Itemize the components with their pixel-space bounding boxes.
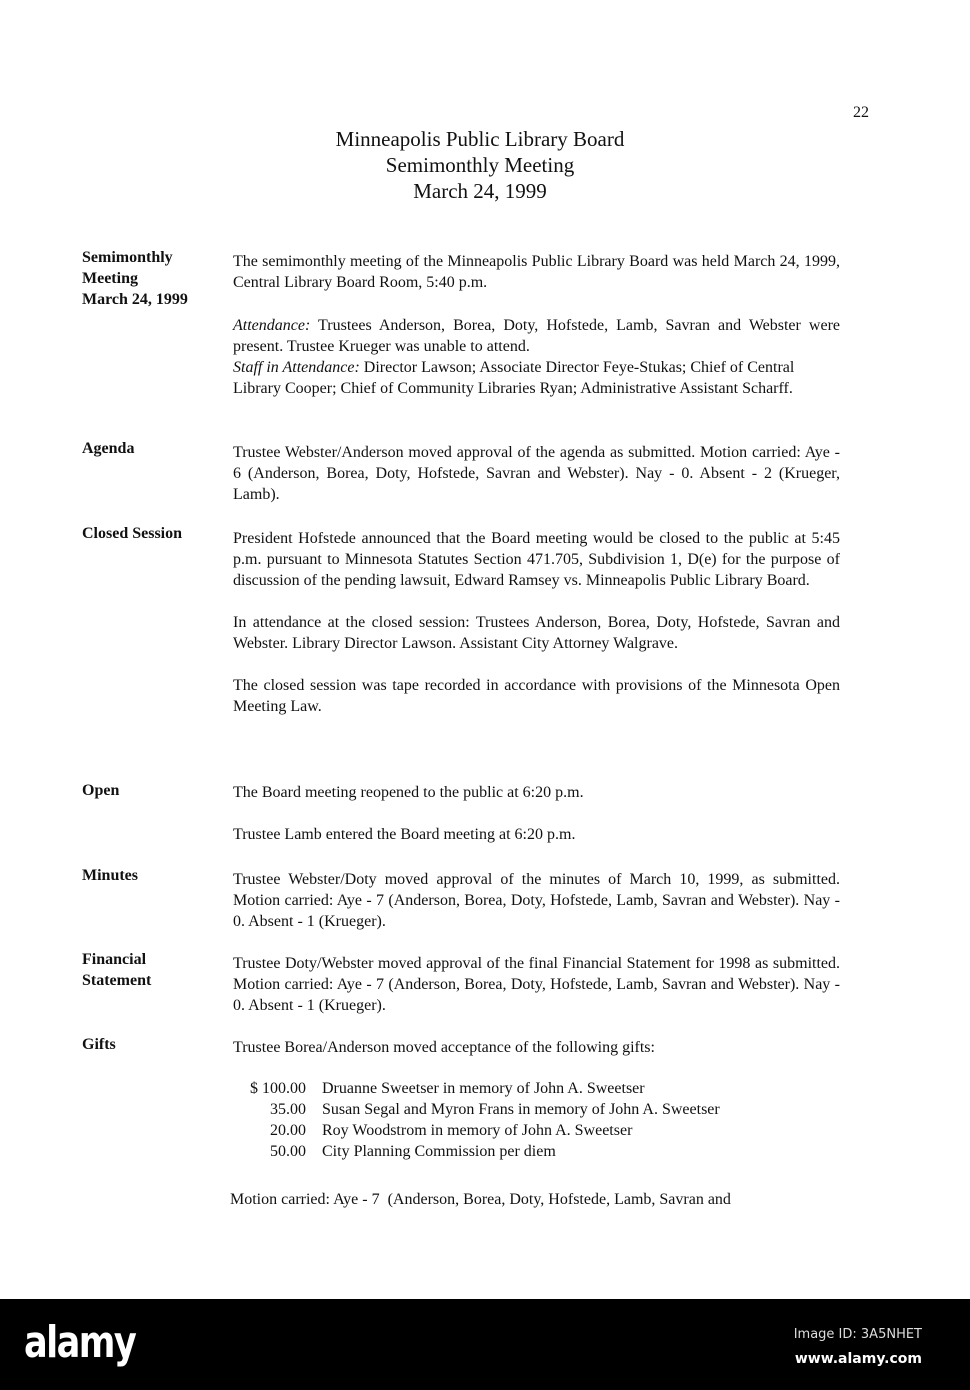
gift-amount: 20.00 xyxy=(270,1122,306,1139)
section-label-financial-statement xyxy=(82,949,222,991)
alamy-logo: alamy xyxy=(24,1317,136,1368)
staff-text: Director Lawson; Associate Director Feye-Stukas; Chief of Central Library Cooper; Chief of Community Libraries Ryan; Administrative Assistant Scharff. xyxy=(233,359,795,397)
closed-session-body xyxy=(233,528,840,717)
open-body xyxy=(233,782,840,845)
gift-item xyxy=(236,1078,720,1099)
attendance-paragraph xyxy=(233,315,840,357)
attendance-text: Trustees Anderson, Borea, Doty, Hofstede, Lamb, Savran and Webster were present. Trustee Krueger was unable to attend. xyxy=(233,317,840,355)
label-line: Statement xyxy=(82,972,152,989)
gift-description: City Planning Commission per diem xyxy=(322,1143,556,1160)
title-line: Semimonthly Meeting xyxy=(385,153,575,177)
page-number: 22 xyxy=(853,104,869,121)
gifts-list xyxy=(236,1078,720,1162)
section-label-closed-session: Closed Session xyxy=(82,525,183,542)
paragraph: The closed session was tape recorded in accordance with provisions of the Minnesota Open Meeting Law. xyxy=(233,677,840,715)
image-id: Image ID: 3A5NHET xyxy=(793,1327,922,1342)
page-title xyxy=(280,126,680,204)
staff-paragraph xyxy=(233,357,840,399)
gift-item xyxy=(236,1141,720,1162)
paragraph: President Hofstede announced that the Board meeting would be closed to the public at 5:45 p.m. pursuant to Minnesota Statutes Section 471.705, Subdivision 1, D(e) for the purpose of discussion of the pending lawsuit, Edward Ramsey vs. Minneapolis Public Library Board. xyxy=(233,530,840,589)
gift-amount: 35.00 xyxy=(270,1101,306,1118)
watermark-bar xyxy=(0,1299,970,1390)
gifts-motion: Motion carried: Aye - 7 (Anderson, Borea, Doty, Hofstede, Lamb, Savran and xyxy=(230,1191,731,1208)
paragraph: Trustee Lamb entered the Board meeting at 6:20 p.m. xyxy=(233,826,576,843)
gift-amount: 50.00 xyxy=(270,1143,306,1160)
agenda-body: Trustee Webster/Anderson moved approval of the agenda as submitted. Motion carried: Aye - 6 (Anderson, Borea, Doty, Hofstede, Savran and Webster). Nay - 0. Absent - 2 (Krueger, Lamb). xyxy=(233,444,840,503)
minutes-body: Trustee Webster/Doty moved approval of the minutes of March 10, 1999, as submitted. Motion carried: Aye - 7 (Anderson, Borea, Doty, Hofstede, Lamb, Savran and Webster). Nay - 0. Absent - 1 (Krueger). xyxy=(233,871,840,930)
gift-amount: $ 100.00 xyxy=(250,1080,306,1097)
label-line: Financial xyxy=(82,951,147,968)
gift-description: Roy Woodstrom in memory of John A. Sweetser xyxy=(322,1122,633,1139)
gift-description: Susan Segal and Myron Frans in memory of John A. Sweetser xyxy=(322,1101,720,1118)
label-line: Meeting xyxy=(82,270,138,287)
section-label-gifts: Gifts xyxy=(82,1036,116,1053)
attendance-label: Attendance: xyxy=(233,317,311,334)
title-line: Minneapolis Public Library Board xyxy=(335,127,625,151)
gift-description: Druanne Sweetser in memory of John A. Sweetser xyxy=(322,1080,645,1097)
paragraph: In attendance at the closed session: Trustees Anderson, Borea, Doty, Hofstede, Savran and Webster. Library Director Lawson. Assistant City Attorney Walgrave. xyxy=(233,614,840,652)
section-label-agenda: Agenda xyxy=(82,440,135,457)
section-label-open: Open xyxy=(82,782,120,799)
section-label-minutes: Minutes xyxy=(82,867,138,884)
paragraph: The Board meeting reopened to the public at 6:20 p.m. xyxy=(233,784,584,801)
financial-body: Trustee Doty/Webster moved approval of the final Financial Statement for 1998 as submitted. Motion carried: Aye - 7 (Anderson, Borea, Doty, Hofstede, Lamb, Savran and Webster). Nay - 0. Absent - 1 (Krueger). xyxy=(233,955,840,1014)
label-line: March 24, 1999 xyxy=(82,291,188,308)
gifts-intro: Trustee Borea/Anderson moved acceptance of the following gifts: xyxy=(233,1039,655,1056)
gift-item xyxy=(236,1099,720,1120)
label-line: Semimonthly xyxy=(82,249,173,266)
title-line: March 24, 1999 xyxy=(413,179,547,203)
semimonthly-body xyxy=(233,251,840,399)
paragraph: The semimonthly meeting of the Minneapolis Public Library Board was held March 24, 1999, Central Library Board Room, 5:40 p.m. xyxy=(233,253,840,291)
gift-item xyxy=(236,1120,720,1141)
watermark-url: www.alamy.com xyxy=(794,1351,922,1367)
staff-label: Staff in Attendance: xyxy=(233,359,360,376)
section-label-semimonthly xyxy=(82,247,222,310)
